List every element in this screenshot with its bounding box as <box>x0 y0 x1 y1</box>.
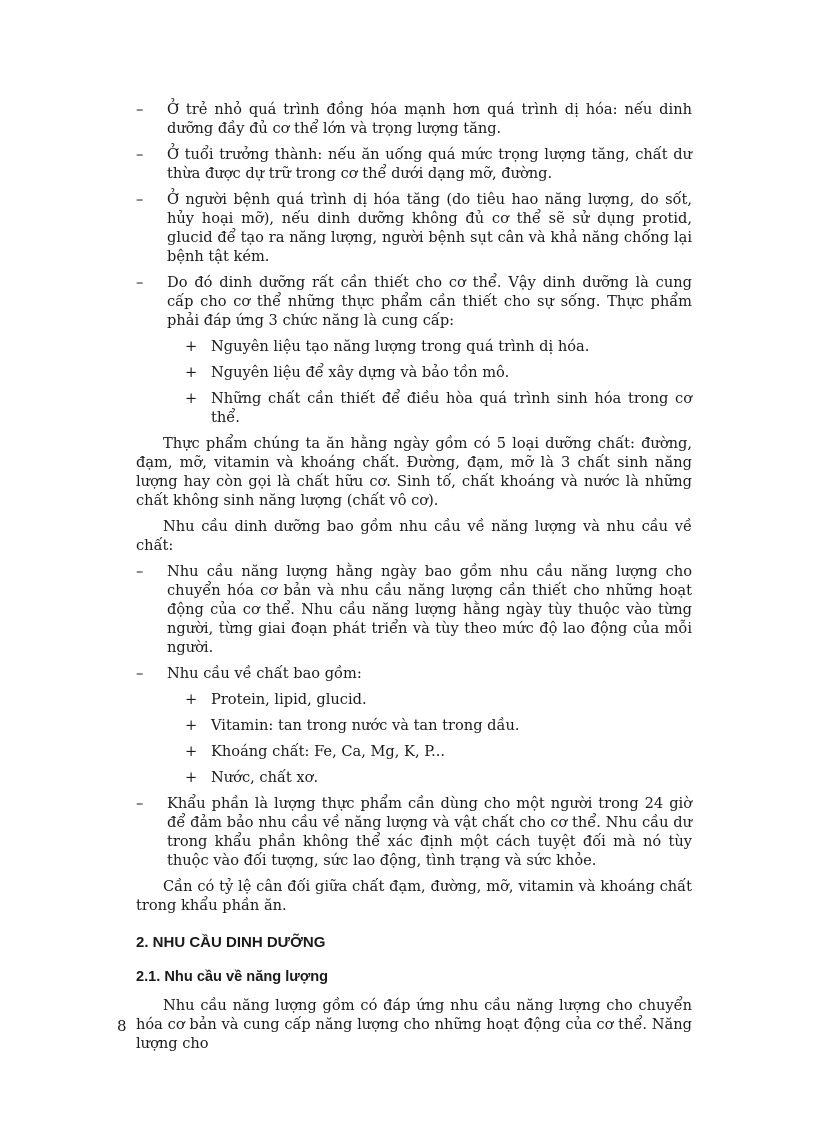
dash-marker: – <box>136 191 144 208</box>
section-heading: 2. NHU CẦU DINH DƯỠNG <box>136 934 326 951</box>
page-body <box>136 100 692 1060</box>
paragraph: Thực phẩm chúng ta ăn hằng ngày gồm có 5 loại dưỡng chất: đường, đạm, mỡ, vitamin và khoáng chất. Đường, đạm, mỡ là 3 chất sinh năng lượng hay còn gọi là chất hữu cơ. Sinh tố, chất khoáng và nước là những chất không sinh năng lượng (chất vô cơ). <box>136 435 692 509</box>
dash-marker: – <box>136 563 144 580</box>
list-item <box>136 190 692 266</box>
list-item <box>136 273 692 427</box>
list-item <box>136 664 692 787</box>
list-item <box>136 562 692 657</box>
bullet-list <box>136 562 692 870</box>
plus-marker: + <box>185 691 198 708</box>
paragraph: Nhu cầu dinh dưỡng bao gồm nhu cầu về năng lượng và nhu cầu về chất: <box>136 518 692 554</box>
dash-marker: – <box>136 795 144 812</box>
paragraph: Nhu cầu năng lượng gồm có đáp ứng nhu cầu năng lượng cho chuyển hóa cơ bản và cung cấp năng lượng cho những hoạt động của cơ thể. Năng lượng cho <box>136 997 692 1052</box>
list-item-text: Ở người bệnh quá trình dị hóa tăng (do tiêu hao năng lượng, do sốt, hủy hoại mỡ), nếu dinh dưỡng không đủ cơ thể sẽ sử dụng protid, glucid để tạo ra năng lượng, người bệnh sụt cân và khả năng chống lại bệnh tật kém. <box>167 191 692 265</box>
list-item-text: Nhu cầu năng lượng hằng ngày bao gồm nhu cầu năng lượng cho chuyển hóa cơ bản và nhu cầu năng lượng cần thiết cho những hoạt động của cơ thể. Nhu cầu năng lượng hằng ngày tùy thuộc vào từng người, từng giai đoạn phát triển và tùy theo mức độ lao động của mỗi người. <box>167 563 692 656</box>
plus-marker: + <box>185 390 198 407</box>
list-item <box>136 100 692 138</box>
plus-marker: + <box>185 717 198 734</box>
plus-marker: + <box>185 743 198 760</box>
list-item-text: Nhu cầu về chất bao gồm: <box>167 665 362 682</box>
subsection-heading: 2.1. Nhu cầu về năng lượng <box>136 969 329 985</box>
sub-list-item-text: Nguyên liệu để xây dựng và bảo tồn mô. <box>211 364 510 381</box>
sub-list-item <box>136 742 692 761</box>
dash-marker: – <box>136 101 144 118</box>
list-item <box>136 794 692 870</box>
sub-list-item <box>136 389 692 427</box>
plus-marker: + <box>185 769 198 786</box>
dash-marker: – <box>136 274 144 291</box>
sub-list-item <box>136 716 692 735</box>
page-number: 8 <box>117 1017 127 1035</box>
sub-list <box>167 337 692 427</box>
sub-list-item <box>136 337 692 356</box>
sub-list-item-text: Những chất cần thiết để điều hòa quá trình sinh hóa trong cơ thể. <box>211 390 692 426</box>
sub-list-item <box>136 690 692 709</box>
sub-list-item-text: Protein, lipid, glucid. <box>211 691 367 708</box>
plus-marker: + <box>185 364 198 381</box>
dash-marker: – <box>136 146 144 163</box>
bullet-list <box>136 100 692 427</box>
list-item-text: Khẩu phần là lượng thực phẩm cần dùng cho một người trong 24 giờ để đảm bảo nhu cầu về năng lượng và vật chất cho cơ thể. Nhu cầu dư trong khẩu phần không thể xác định một cách tuyệt đối mà nó tùy thuộc vào đối tượng, sức lao động, tình trạng và sức khỏe. <box>167 795 692 869</box>
list-item <box>136 145 692 183</box>
sub-list-item-text: Khoáng chất: Fe, Ca, Mg, K, P... <box>211 743 446 760</box>
sub-list-item <box>136 363 692 382</box>
list-item-text: Do đó dinh dưỡng rất cần thiết cho cơ thể. Vậy dinh dưỡng là cung cấp cho cơ thể những thực phẩm cần thiết cho sự sống. Thực phẩm phải đáp ứng 3 chức năng là cung cấp: <box>167 274 692 329</box>
sub-list <box>167 690 692 787</box>
sub-list-item <box>136 768 692 787</box>
sub-list-item-text: Nước, chất xơ. <box>211 769 319 786</box>
dash-marker: – <box>136 665 144 682</box>
list-item-text: Ở trẻ nhỏ quá trình đồng hóa mạnh hơn quá trình dị hóa: nếu dinh dưỡng đầy đủ cơ thể lớn và trọng lượng tăng. <box>167 101 692 137</box>
paragraph: Cần có tỷ lệ cân đối giữa chất đạm, đường, mỡ, vitamin và khoáng chất trong khẩu phần ăn. <box>136 878 692 914</box>
plus-marker: + <box>185 338 198 355</box>
sub-list-item-text: Vitamin: tan trong nước và tan trong dầu. <box>211 717 520 734</box>
list-item-text: Ở tuổi trưởng thành: nếu ăn uống quá mức trọng lượng tăng, chất dư thừa được dự trữ trong cơ thể dưới dạng mỡ, đường. <box>167 146 692 182</box>
sub-list-item-text: Nguyên liệu tạo năng lượng trong quá trình dị hóa. <box>211 338 590 355</box>
